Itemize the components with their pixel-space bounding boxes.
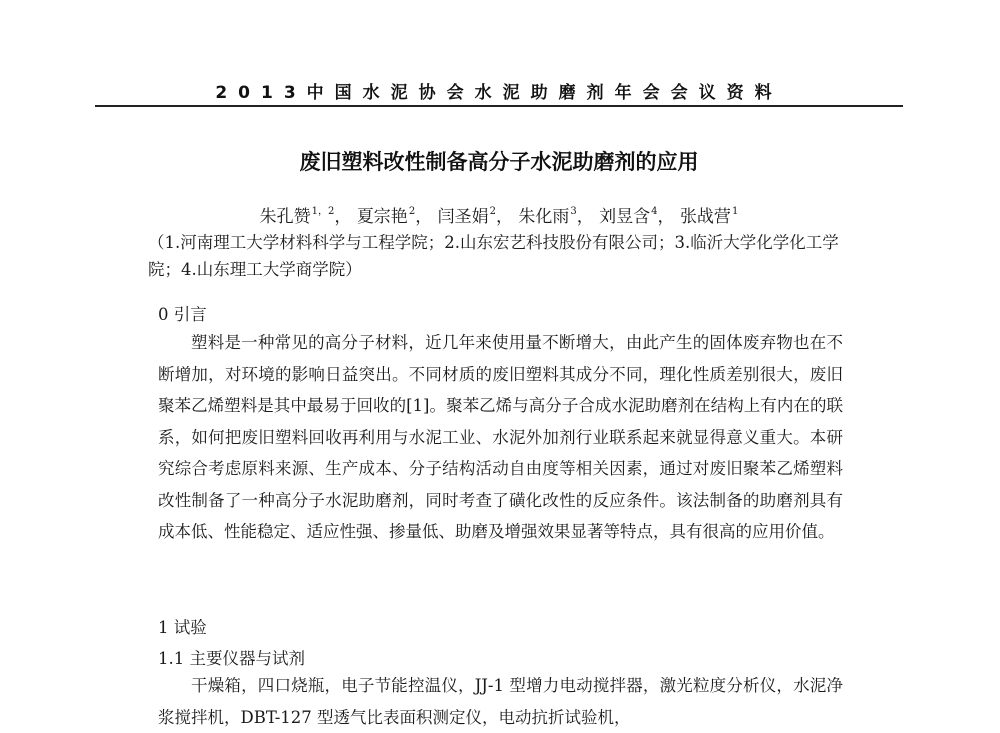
author-list (95, 202, 903, 227)
author: 夏宗艳$^2$， (356, 206, 433, 227)
author: 朱孔赞$^{1,2}$， (259, 206, 352, 227)
instruments-paragraph: 干燥箱，四口烧瓶，电子节能控温仪，JJ-1 型增力电动搅拌器，激光粒度分析仪，水泥净浆搅拌机，DBT-127 型透气比表面积测定仪，电动抗折试验机， (158, 676, 843, 727)
paper-title: 废旧塑料改性制备高分子水泥助磨剂的应用 (299, 150, 699, 174)
author: 刘昱含$^4$， (599, 206, 675, 227)
author: 闫圣娟$^2$， (437, 206, 513, 227)
header-divider (95, 105, 903, 107)
author: 朱化雨$^3$， (518, 206, 594, 227)
author: 张战营$^1$ (679, 206, 739, 227)
section-heading-experiment: 1 试验 (158, 618, 207, 637)
intro-paragraph: 塑料是一种常见的高分子材料，近几年来使用量不断增大，由此产生的固体废弃物也在不断增加，对环境的影响日益突出。不同材质的废旧塑料其成分不同，理化性质差别很大，废旧聚苯乙烯塑料是其中最易于回收的[1]。聚苯乙烯与高分子合成水泥助磨剂在结构上有内在的联系，如何把废旧塑料回收再利用与水泥工业、水泥外加剂行业联系起来就显得意义重大。本研究综合考虑原料来源、生产成本、分子结构活动自由度等相关因素，通过对废旧聚苯乙烯塑料改性制备了一种高分子水泥助磨剂，同时考查了磺化改性的反应条件。该法制备的助磨剂具有成本低、性能稳定、适应性强、掺量低、助磨及增强效果显著等特点，具有很高的应用价值。 (158, 333, 843, 541)
affiliations: （1.河南理工大学材料科学与工程学院；2.山东宏艺科技股份有限公司；3.临沂大学化学化工学院；4.山东理工大学商学院） (148, 233, 839, 279)
running-header: 2013中国水泥协会水泥助磨剂年会会议资料 (215, 83, 783, 103)
section-heading-intro: 0 引言 (158, 305, 207, 324)
subsection-heading-instruments: 1.1 主要仪器与试剂 (158, 649, 305, 668)
